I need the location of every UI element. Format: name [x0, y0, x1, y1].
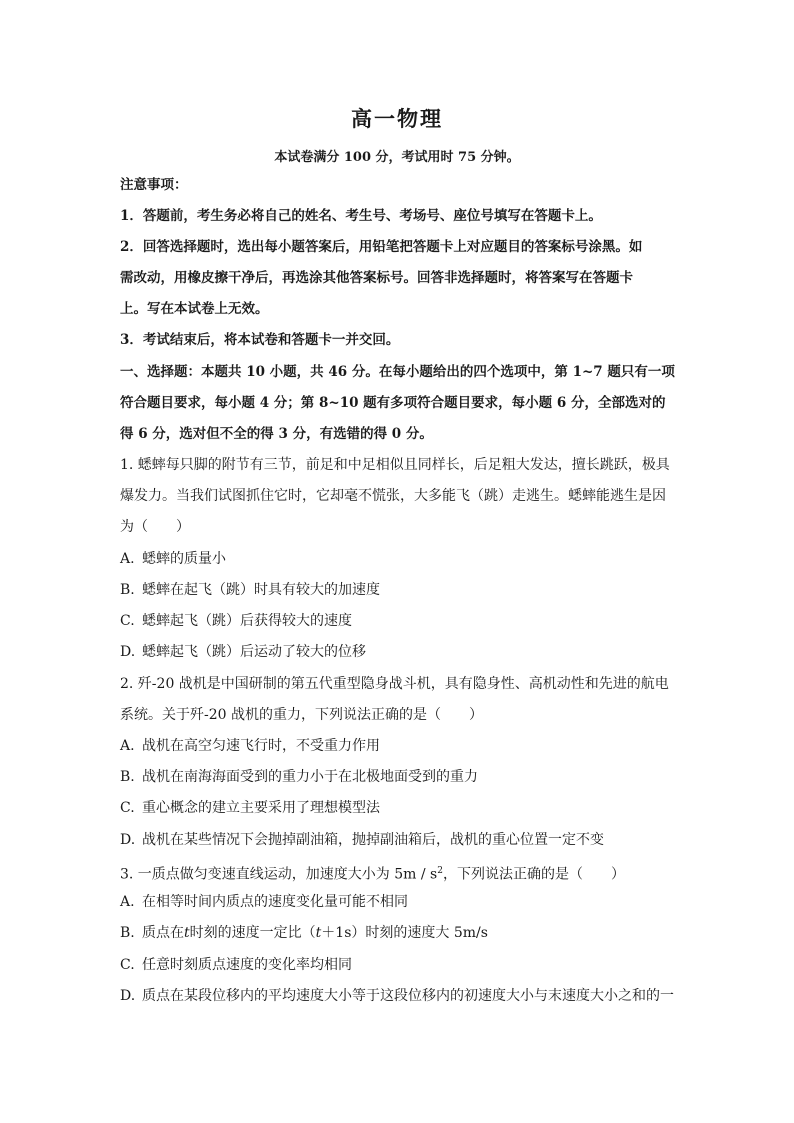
- option-text: 蟋蟀的质量小: [142, 551, 226, 567]
- q2-option-b: [120, 767, 680, 787]
- option-label: C.: [120, 800, 135, 816]
- notice-line: 1．答题前，考生务必将自己的姓名、考生号、考场号、座位号填写在答题卡上。: [120, 208, 602, 224]
- option-text: 时刻的速度一定比（: [189, 925, 316, 941]
- q3-exponent: 2: [437, 866, 443, 876]
- option-label: D.: [120, 644, 136, 660]
- option-text: 战机在南海海面受到的重力小于在北极地面受到的重力: [142, 769, 478, 785]
- option-label: D.: [120, 832, 136, 848]
- notice-line: 上。写在本试卷上无效。: [120, 301, 269, 317]
- q2-stem: 2. 歼-20 战机是中国研制的第五代重型隐身战斗机，具有隐身性、高机动性和先进的航电: [120, 676, 669, 692]
- q3-stem-text: ，下列说法正确的是（ ）: [442, 866, 625, 883]
- section-instruction: 得 6 分，选对但不全的得 3 分，有选错的得 0 分。: [120, 426, 433, 442]
- q2-option-d: [120, 830, 680, 850]
- q3-option-a: [120, 892, 680, 912]
- q1-option-a: [120, 549, 680, 569]
- section-instruction: 符合题目要求，每小题 4 分；第 8~10 题有多项符合题目要求，每小题 6 分，全部选对的: [120, 395, 666, 411]
- option-text: 质点在某段位移内的平均速度大小等于这段位移内的初速度大小与末速度大小之和的一: [142, 988, 674, 1004]
- option-text: ＋1s）时刻的速度大 5m/s: [321, 925, 488, 941]
- q1-option-c: [120, 611, 680, 631]
- section-instruction: 一、选择题：本题共 10 小题，共 46 分。在每小题给出的四个选项中，第 1~7 题只有一项: [120, 364, 675, 380]
- option-text: 战机在某些情况下会抛掉副油箱，抛掉副油箱后，战机的重心位置一定不变: [142, 832, 604, 848]
- option-label: B.: [120, 582, 135, 598]
- page-title: 高一物理: [351, 106, 443, 131]
- option-label: A.: [120, 894, 135, 910]
- notice-line: 2．回答选择题时，选出每小题答案后，用铅笔把答题卡上对应题目的答案标号涂黑。如: [120, 239, 643, 255]
- option-text: 蟋蟀在起飞（跳）时具有较大的加速度: [142, 582, 380, 598]
- exam-info: 本试卷满分 100 分，考试用时 75 分钟。: [274, 150, 520, 165]
- time-variable: t: [315, 925, 322, 941]
- option-label: D.: [120, 988, 136, 1004]
- q1-option-d: [120, 642, 680, 662]
- q1-stem: 爆发力。当我们试图抓住它时，它却毫不慌张，大多能飞（跳）走逃生。蟋蟀能逃生是因: [120, 488, 666, 504]
- option-text: 重心概念的建立主要采用了理想模型法: [142, 800, 380, 816]
- option-label: B.: [120, 769, 135, 785]
- q3-option-d: [120, 986, 680, 1006]
- option-label: A.: [120, 738, 135, 754]
- time-variable: t: [184, 925, 190, 941]
- notice-heading: 注意事项：: [120, 177, 188, 193]
- q2-stem: 系统。关于歼-20 战机的重力，下列说法正确的是（ ）: [120, 707, 483, 723]
- option-text: 质点在: [142, 925, 184, 941]
- option-label: C.: [120, 613, 135, 629]
- option-text: 蟋蟀起飞（跳）后获得较大的速度: [142, 613, 352, 629]
- q2-option-c: [120, 798, 680, 818]
- option-text: 蟋蟀起飞（跳）后运动了较大的位移: [142, 644, 366, 660]
- option-text: 在相等时间内质点的速度变化量可能不相同: [142, 894, 408, 910]
- option-label: A.: [120, 551, 135, 567]
- q1-stem: 1. 蟋蟀每只脚的附节有三节，前足和中足相似且同样长，后足粗大发达，擅长跳跃，极具: [120, 457, 670, 473]
- q3-stem-text: 3. 一质点做匀变速直线运动，加速度大小为 5m / s: [120, 866, 438, 883]
- q3-option-b: [120, 923, 680, 943]
- option-text: 任意时刻质点速度的变化率均相同: [142, 957, 352, 973]
- q1-option-b: [120, 580, 680, 600]
- q1-stem: 为（ ）: [120, 519, 190, 535]
- q3-option-c: [120, 955, 680, 975]
- q2-option-a: [120, 736, 680, 756]
- notice-line: 3．考试结束后，将本试卷和答题卡一并交回。: [120, 332, 400, 348]
- notice-line: 需改动，用橡皮擦干净后，再选涂其他答案标号。回答非选择题时，将答案写在答题卡: [120, 270, 633, 286]
- option-label: C.: [120, 957, 135, 973]
- option-text: 战机在高空匀速飞行时，不受重力作用: [142, 738, 380, 754]
- option-label: B.: [120, 925, 135, 941]
- q3-stem: [120, 861, 680, 885]
